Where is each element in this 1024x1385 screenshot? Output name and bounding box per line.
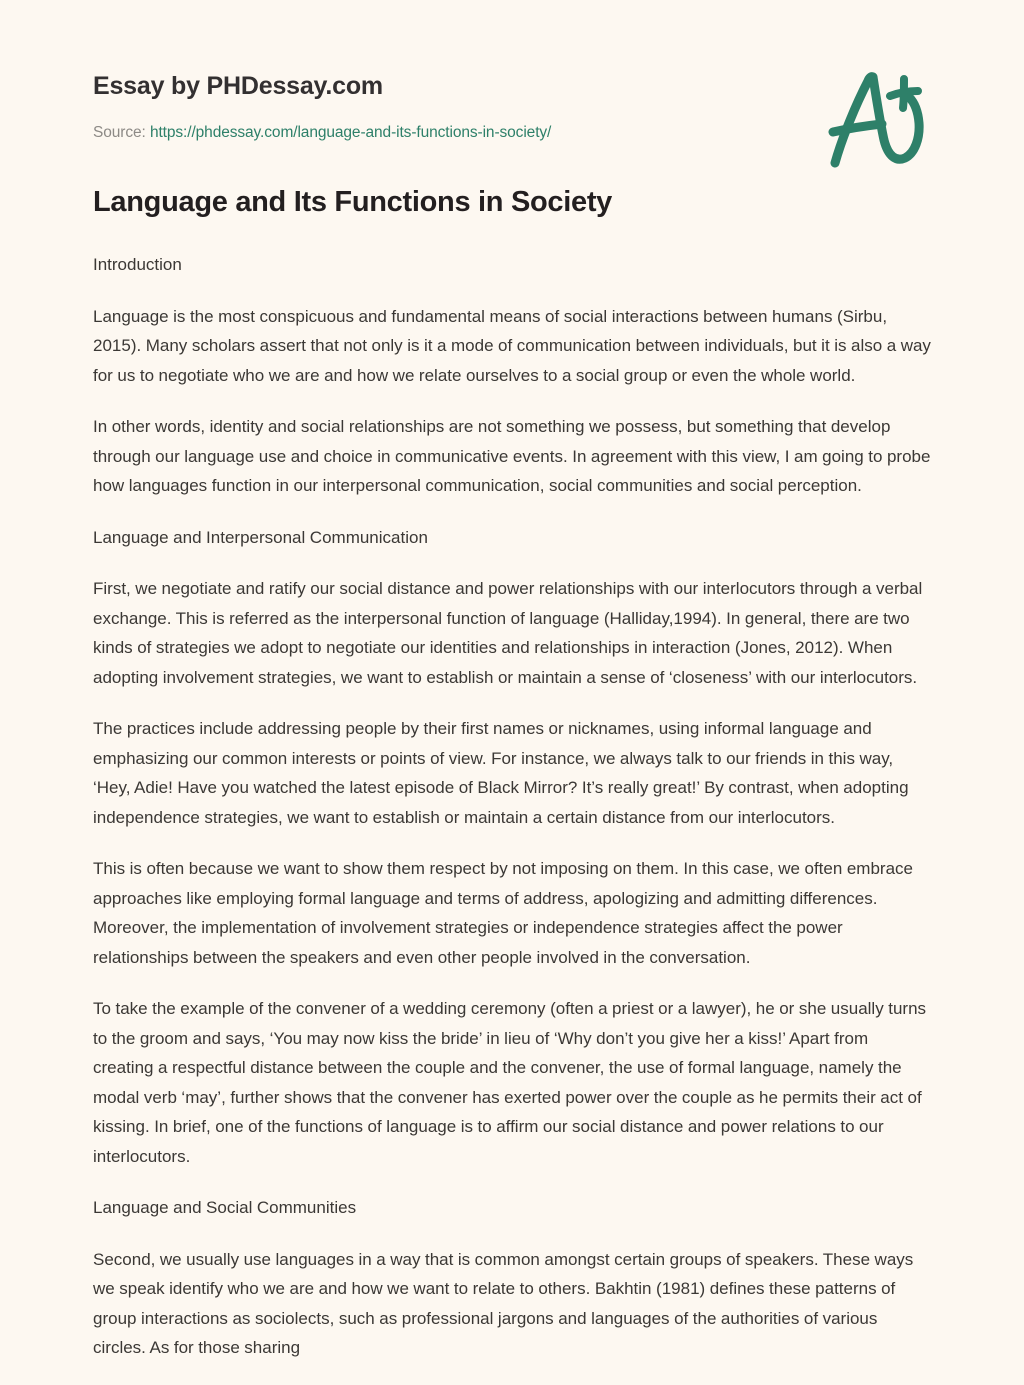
paragraph: Language is the most conspicuous and fundamental means of social interactions between humans (Sirbu, 2015). Many scholars assert that not only is it a mode of communication between individuals, but it is also a way for us to negotiate who we are and how we relate ourselves to a social group or even the whole world.: [93, 306, 931, 385]
page-header: [0, 0, 1024, 182]
source-line: [93, 124, 551, 142]
section-heading-introduction: Introduction: [93, 255, 182, 274]
section-heading-social-communities: Language and Social Communities: [93, 1198, 357, 1217]
page-title: Language and Its Functions in Society: [93, 186, 613, 218]
paragraph: This is often because we want to show them respect by not imposing on them. In this case, we often embrace approaches like employing formal language and terms of address, apologizing and admitting differences. Moreover, the implementation of involvement strategies or independence strategies affect the power relationships between the speakers and even other people involved in the conversation.: [93, 859, 913, 967]
source-label: Source:: [93, 124, 146, 141]
paragraph: The practices include addressing people by their first names or nicknames, using informal language and emphasizing our common interests or points of view. For instance, we always talk to our friends in this way, ‘Hey, Adie! Have you watched the latest episode of Black Mirror? It’s really great!’ By contrast, when adopting independence strategies, we want to establish or maintain a certain distance from our interlocutors.: [93, 719, 909, 827]
paragraph: Second, we usually use languages in a way that is common amongst certain groups of speakers. These ways we speak identify who we are and how we want to relate to others. Bakhtin (1981) defines these patterns of group interactions as sociolects, such as professional jargons and languages of the authorities of various circles. As for those sharing: [93, 1249, 914, 1357]
brand-title: Essay by PHDessay.com: [93, 72, 383, 100]
a-plus-logo: [812, 66, 932, 170]
source-url-link[interactable]: https://phdessay.com/language-and-its-functions-in-society/: [149, 124, 552, 141]
paragraph: First, we negotiate and ratify our social distance and power relationships with our interlocutors through a verbal exchange. This is referred as the interpersonal function of language (Halliday,1994). In general, there are two kinds of strategies we adopt to negotiate our identities and relationships in interaction (Jones, 2012). When adopting involvement strategies, we want to establish or maintain a sense of ‘closeness’ with our interlocutors.: [93, 579, 923, 687]
section-heading-interpersonal-communication: Language and Interpersonal Communication: [93, 527, 428, 547]
paragraph: To take the example of the convener of a wedding ceremony (often a priest or a lawyer), he or she usually turns to the groom and says, ‘You may now kiss the bride’ in lieu of ‘Why don’t you give her a kiss!’ Apart from creating a respectful distance between the couple and the convener, the use of formal language, namely the modal verb ‘may’, further shows that the convener has exerted power over the couple as he permits their act of kissing. In brief, one of the functions of language is to affirm our social distance and power relations to our interlocutors.: [93, 999, 927, 1166]
document-body: [0, 182, 1024, 1385]
paragraph: In other words, identity and social relationships are not something we possess, but something that develop through our language use and choice in communicative events. In agreement with this view, I am going to probe how languages function in our interpersonal communication, social communities and social perception.: [93, 417, 931, 495]
essay-content: [0, 250, 1024, 1363]
